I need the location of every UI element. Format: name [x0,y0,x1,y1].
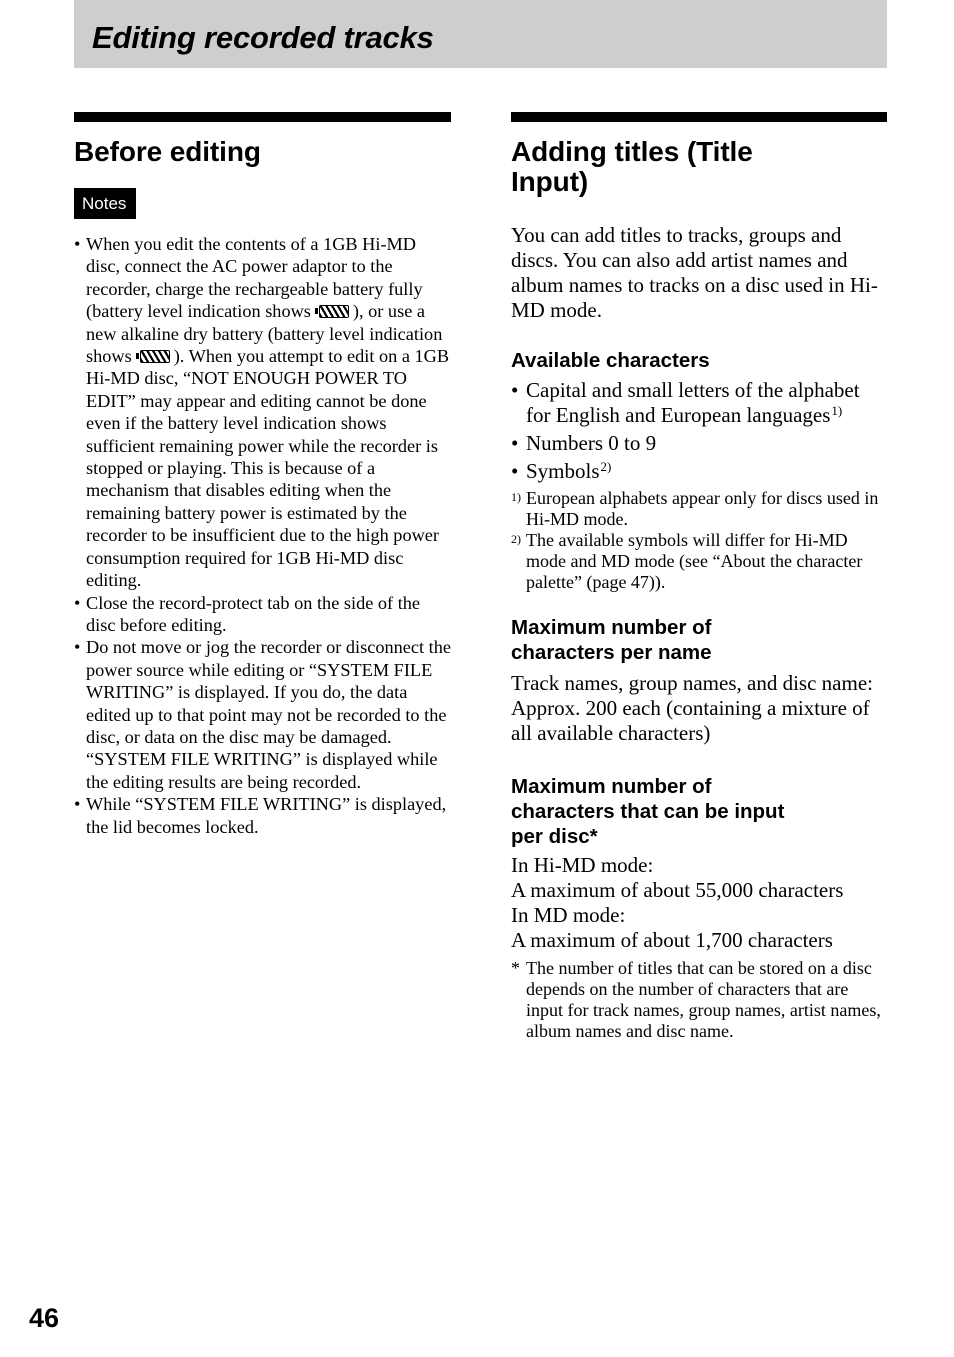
footnote-text: The available symbols will differ for Hi-MD mode and MD mode (see “About the character palette” (page 47)). [526,530,863,592]
notes-list [74,233,451,838]
section-rule [511,112,887,122]
battery-full-icon [140,350,170,363]
footnote [511,958,887,1042]
list-item [511,378,887,428]
heading-line: characters that can be input [511,800,785,823]
available-characters-list [511,378,887,484]
footnote-ref: 1) [831,403,843,418]
mode-label: In MD mode: [511,903,626,927]
list-item-text: Symbols [526,459,600,483]
footnote-text: The number of titles that can be stored on a disc depends on the number of characters that are input for track names, group names, artist names, album names and disc name. [526,958,881,1041]
footnote-ref: 2) [600,459,612,474]
footnote-text: European alphabets appear only for discs used in Hi-MD mode. [526,488,879,529]
before-editing-section [74,112,451,838]
max-per-name-heading [511,615,887,665]
mode-label: In Hi-MD mode: [511,853,654,877]
footnote-mark: 1) [511,490,521,504]
note-item: • Close the record-protect tab on the side of the disc before editing. [74,592,451,637]
heading-line: Maximum number of [511,616,712,639]
note-item [74,233,451,592]
adding-titles-heading [511,137,887,197]
list-item [511,459,887,484]
heading-line: Input) [511,166,589,197]
header-band [74,0,887,68]
note-item: • Do not move or jog the recorder or disconnect the power source while editing or “SYSTEM FILE WRITING” is displayed. If you do, the data edited up to that point may not be recorded to the disc, or data on the disc may be damaged. “SYSTEM FILE WRITING” is displayed while the editing results are being recorded. [74,636,451,793]
notes-badge: Notes [74,188,136,219]
footnote [511,488,887,530]
max-per-disc-heading [511,774,887,849]
battery-full-icon [319,305,349,318]
list-item-text: Capital and small letters of the alphabet for English and European languages [526,378,860,427]
max-per-disc-values [511,853,887,953]
footnotes [511,488,887,593]
footnote-mark: * [511,958,520,978]
adding-titles-section [511,112,887,1042]
before-editing-heading: Before editing [74,136,261,167]
max-per-name-text: Track names, group names, and disc name: Approx. 200 each (containing a mixture of all available characters) [511,671,873,745]
heading-line: Maximum number of [511,775,712,798]
note-text: When you edit the contents of a 1GB Hi-MD disc, connect the AC power adaptor to the recorder, charge the rechargeable battery fully (battery level indication shows [86,234,423,322]
footnote [511,530,887,593]
heading-line: Adding titles (Title [511,136,753,167]
note-text: ). When you attempt to edit on a 1GB Hi-MD disc, “NOT ENOUGH POWER TO EDIT” may appear and editing cannot be done even if the battery level indication shows sufficient remaining power while the recorder is stopped or playing. This is because of a mechanism that disables editing when the remaining battery power is estimated by the recorder to be insufficient due to the high power consumption required for 1GB Hi-MD disc editing. [86,346,450,591]
available-characters-heading: Available characters [511,349,710,372]
footnote-mark: 2) [511,532,521,546]
heading-line: per disc* [511,825,598,848]
note-text: ), or use a new alkaline dry battery (battery level indication shows [86,301,443,367]
heading-line: characters per name [511,641,712,664]
list-item: • Numbers 0 to 9 [511,431,887,456]
page-title: Editing recorded tracks [92,20,434,55]
note-item: • While “SYSTEM FILE WRITING” is displayed, the lid becomes locked. [74,793,451,838]
disc-footnote [511,958,887,1042]
mode-value: A maximum of about 1,700 characters [511,928,833,952]
intro-paragraph: You can add titles to tracks, groups and discs. You can also add artist names and album names to tracks on a disc used in Hi-MD mode. [511,223,878,322]
mode-value: A maximum of about 55,000 characters [511,878,844,902]
section-rule [74,112,451,122]
page-number: 46 [29,1303,60,1333]
